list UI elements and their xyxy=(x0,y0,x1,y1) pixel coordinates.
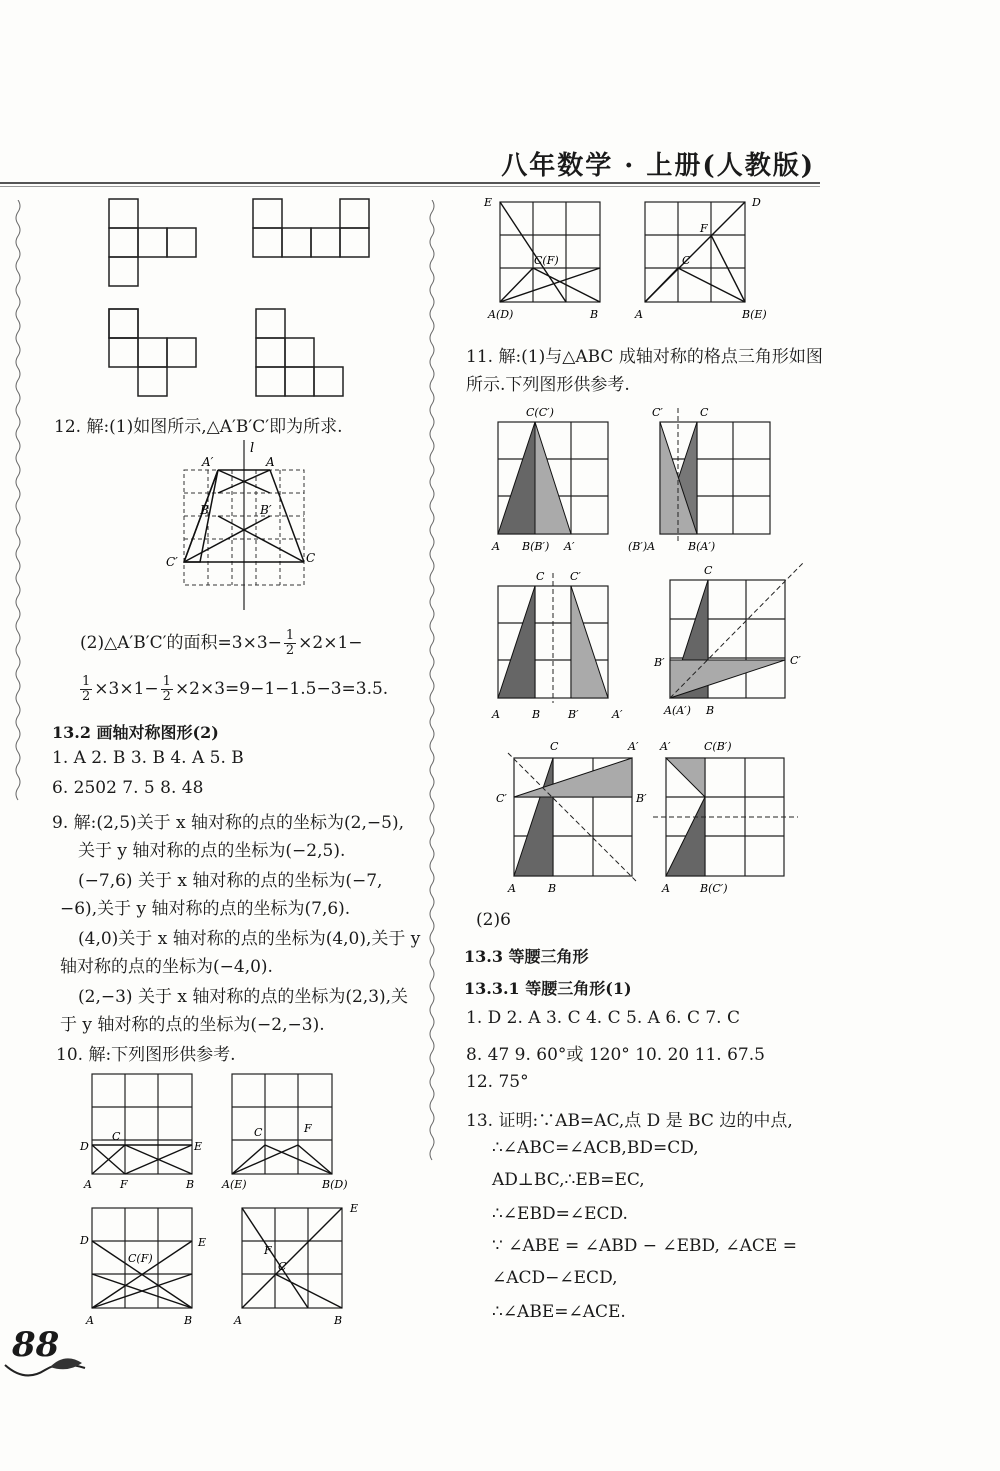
answers-r-1-7: 1. D 2. A 3. C 4. C 5. A 6. C 7. C xyxy=(466,1008,741,1028)
label-a1: A′ xyxy=(660,740,671,753)
label-e: E xyxy=(198,1236,207,1249)
label-cc1: C(C′) xyxy=(526,406,554,419)
label-b: B xyxy=(706,704,715,717)
fraction-denominator: 2 xyxy=(285,643,295,658)
cube-net-figures xyxy=(100,195,430,405)
label-a: A xyxy=(86,1314,94,1327)
section-13-2-heading: 13.2 画轴对称图形(2) xyxy=(52,723,219,742)
q12-area-part1: (2)△A′B′C′的面积=3×3− xyxy=(80,633,282,653)
q9-line8: 于 y 轴对称的点的坐标为(−2,−3). xyxy=(60,1015,325,1035)
label-b: B xyxy=(548,882,557,895)
fraction-half xyxy=(161,675,173,704)
q9-line7: (2,−3) 关于 x 轴对称的点的坐标为(2,3),关 xyxy=(78,987,409,1007)
label-b: B xyxy=(532,708,541,721)
q13-line5: ∵ ∠ABE = ∠ABD − ∠EBD, ∠ACE = xyxy=(492,1236,797,1256)
q9-line5: (4,0)关于 x 轴对称的点的坐标为(4,0),关于 y xyxy=(78,929,421,949)
label-c1: C′ xyxy=(496,792,507,805)
page-number: 88 xyxy=(12,1325,60,1365)
fraction-numerator: 1 xyxy=(285,628,295,643)
q12-area-part2: ×2×1− xyxy=(298,633,363,653)
leaf-ornament-icon xyxy=(0,1355,90,1385)
q13-line7: ∴∠ABE=∠ACE. xyxy=(492,1302,626,1322)
q11-line2: 所示.下列图形供参考. xyxy=(466,375,630,395)
label-b1: B′ xyxy=(636,792,647,805)
label-c: C xyxy=(700,406,709,419)
q9-line3: (−7,6) 关于 x 轴对称的点的坐标为(−7, xyxy=(78,871,383,891)
label-a1: A′ xyxy=(628,740,639,753)
label-b: B xyxy=(186,1178,195,1191)
q9-line2: 关于 y 轴对称的点的坐标为(−2,5). xyxy=(78,841,346,861)
q11-figures xyxy=(478,398,818,898)
label-b: B xyxy=(200,503,209,517)
label-d: D xyxy=(752,196,761,209)
label-c: C xyxy=(704,564,713,577)
label-cb1: C(B′) xyxy=(704,740,732,753)
q10-extra-figures xyxy=(480,192,780,347)
label-a: A xyxy=(492,540,500,553)
label-e: E xyxy=(484,196,493,209)
label-bd: B(D) xyxy=(322,1178,348,1191)
fraction-denominator: 2 xyxy=(162,689,171,704)
fraction-numerator: 1 xyxy=(82,674,91,689)
q11-part2: (2)6 xyxy=(476,910,511,930)
label-b1: B′ xyxy=(568,708,579,721)
label-e: E xyxy=(350,1202,359,1215)
header-divider xyxy=(0,182,820,184)
label-c: C xyxy=(536,570,545,583)
q9-line6: 轴对称的点的坐标为(−4,0). xyxy=(60,957,273,977)
label-a: A xyxy=(508,882,516,895)
header-divider-thin xyxy=(0,186,820,187)
label-a: A xyxy=(234,1314,242,1327)
label-a: A xyxy=(84,1178,92,1191)
label-cf: C(F) xyxy=(534,254,559,267)
q13-line2: ∴∠ABC=∠ACB,BD=CD, xyxy=(492,1138,699,1158)
label-l: l xyxy=(250,441,255,456)
label-f: F xyxy=(264,1244,272,1257)
answers-1-5: 1. A 2. B 3. B 4. A 5. B xyxy=(52,748,244,768)
fraction-half xyxy=(284,629,296,658)
fraction-half xyxy=(80,675,92,704)
q9-line4: −6),关于 y 轴对称的点的坐标为(7,6). xyxy=(60,899,351,919)
label-a: A xyxy=(662,882,670,895)
label-a1: A′ xyxy=(202,455,214,469)
fraction-denominator: 2 xyxy=(82,689,91,704)
label-b: B xyxy=(334,1314,343,1327)
left-wavy-border xyxy=(14,200,22,1350)
q10-text: 10. 解:下列图形供参考. xyxy=(56,1045,236,1065)
label-f: F xyxy=(304,1122,312,1135)
answers-r-8-11: 8. 47 9. 60°或 120° 10. 20 11. 67.5 xyxy=(466,1045,765,1065)
q13-line4: ∴∠EBD=∠ECD. xyxy=(492,1204,628,1224)
label-ad: A(D) xyxy=(488,308,514,321)
label-d: D xyxy=(80,1234,89,1247)
q12-figure xyxy=(160,440,330,615)
q13-line1: 13. 证明:∵AB=AC,点 D 是 BC 边的中点, xyxy=(466,1111,793,1131)
q12-area-part4: ×2×3=9−1−1.5−3=3.5. xyxy=(174,679,389,699)
label-aa1: A(A′) xyxy=(664,704,691,717)
label-c: C xyxy=(682,254,691,267)
label-c1: C′ xyxy=(166,555,178,569)
label-c: C xyxy=(254,1126,263,1139)
label-a: A xyxy=(635,308,643,321)
label-a: A xyxy=(492,708,500,721)
label-f: F xyxy=(700,222,708,235)
q9-line1: 9. 解:(2,5)关于 x 轴对称的点的坐标为(2,−5), xyxy=(52,813,404,833)
label-b1a: (B′)A xyxy=(628,540,656,553)
label-c1: C′ xyxy=(652,406,663,419)
answer-r-12: 12. 75° xyxy=(466,1072,529,1092)
q13-line3: AD⊥BC,∴EB=EC, xyxy=(492,1170,645,1190)
label-ba1: B(A′) xyxy=(688,540,716,553)
label-a: A xyxy=(266,455,275,469)
q12-area-part3: ×3×1− xyxy=(94,679,159,699)
label-c: C xyxy=(112,1130,121,1143)
section-13-3-heading: 13.3 等腰三角形 xyxy=(464,947,589,966)
q12-text: 12. 解:(1)如图所示,△A′B′C′即为所求. xyxy=(54,417,343,437)
q12-area-line1 xyxy=(80,628,363,658)
section-13-3-1-heading: 13.3.1 等腰三角形(1) xyxy=(464,979,632,998)
q11-line1: 11. 解:(1)与△ABC 成轴对称的格点三角形如图 xyxy=(466,347,823,367)
fraction-numerator: 1 xyxy=(162,674,171,689)
label-b1: B′ xyxy=(260,503,272,517)
q10-figures xyxy=(78,1068,433,1333)
label-a1: A′ xyxy=(564,540,575,553)
label-c: C xyxy=(306,551,316,565)
label-c: C xyxy=(278,1260,287,1273)
answers-6-8: 6. 2502 7. 5 8. 48 xyxy=(52,778,204,798)
label-bc1: B(C′) xyxy=(700,882,728,895)
label-e: E xyxy=(194,1140,203,1153)
label-c: C xyxy=(550,740,559,753)
label-bb1: B(B′) xyxy=(522,540,550,553)
page-header-title: 八年数学 · 上册(人教版) xyxy=(501,151,815,181)
label-f: F xyxy=(120,1178,128,1191)
label-a1: A′ xyxy=(612,708,623,721)
label-cf: C(F) xyxy=(128,1252,153,1265)
label-b: B xyxy=(184,1314,193,1327)
label-b1: B′ xyxy=(654,656,665,669)
q13-line6: ∠ACD−∠ECD, xyxy=(492,1268,618,1288)
label-d: D xyxy=(80,1140,89,1153)
label-c1: C′ xyxy=(570,570,581,583)
q12-area-line2 xyxy=(78,675,388,704)
label-c1: C′ xyxy=(790,654,801,667)
label-b: B xyxy=(590,308,599,321)
label-be: B(E) xyxy=(742,308,767,321)
label-ae: A(E) xyxy=(222,1178,247,1191)
